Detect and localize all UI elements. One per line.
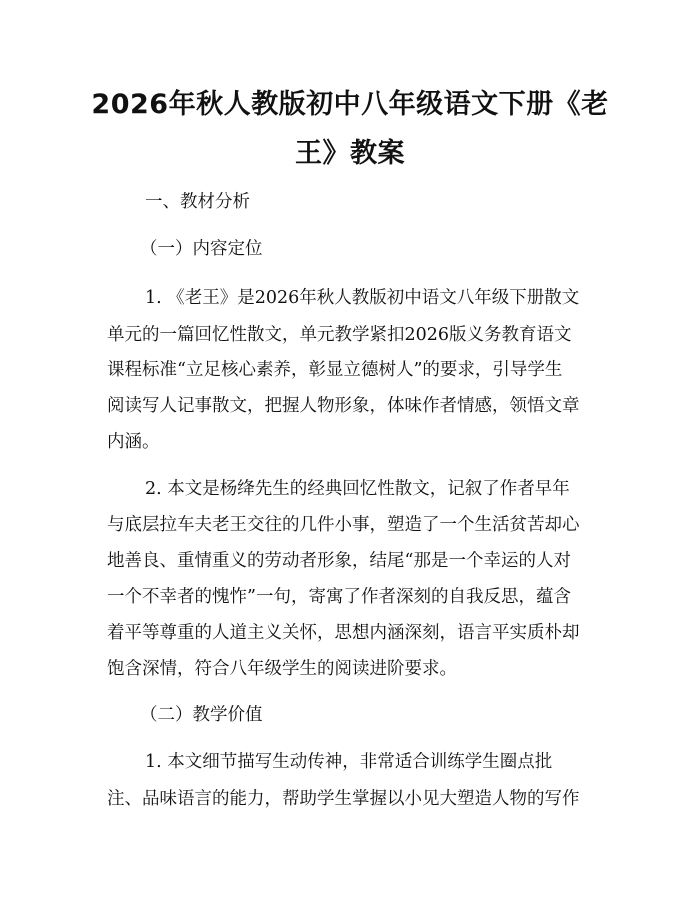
paragraph-1-line-4: 阅读写人记事散文，把握人物形象，体味作者情感，领悟文章 (107, 396, 580, 416)
paragraph-1-line-2: 单元的一篇回忆性散文，单元教学紧扣2026版义务教育语文 (107, 325, 572, 345)
paragraph-1-line-3: 课程标准“立足核心素养，彰显立德树人”的要求，引导学生 (107, 360, 563, 380)
paragraph-3-line-1: 1. 本文细节描写生动传神，非常适合训练学生圈点批 (145, 752, 553, 772)
document-title-line-2: 王》教案 (295, 138, 405, 169)
paragraph-2-line-4: 一个不幸者的愧怍”一句，寄寓了作者深刻的自我反思，蕴含 (107, 587, 571, 607)
section-heading-1: 一、教材分析 (145, 192, 250, 212)
subsection-heading-2: （二）教学价值 (140, 705, 263, 725)
document-title-line-1: 2026年秋人教版初中八年级语文下册《老 (91, 89, 609, 120)
paragraph-2-line-2: 与底层拉车夫老王交往的几件小事，塑造了一个生活贫苦却心 (107, 515, 580, 535)
paragraph-3-line-2: 注、品味语言的能力，帮助学生掌握以小见大塑造人物的写作 (107, 789, 580, 809)
paragraph-2-line-1: 2. 本文是杨绛先生的经典回忆性散文，记叙了作者早年 (145, 479, 570, 499)
paragraph-2-line-5: 着平等尊重的人道主义关怀，思想内涵深刻，语言平实质朴却 (107, 623, 580, 643)
paragraph-1-line-1: 1. 《老王》是2026年秋人教版初中语文八年级下册散文 (145, 288, 580, 308)
paragraph-1-line-5: 内涵。 (107, 432, 160, 452)
subsection-heading-1: （一）内容定位 (140, 239, 263, 259)
paragraph-2-line-6: 饱含深情，符合八年级学生的阅读进阶要求。 (107, 659, 457, 679)
paragraph-2-line-3: 地善良、重情重义的劳动者形象，结尾“那是一个幸运的人对 (107, 551, 571, 571)
